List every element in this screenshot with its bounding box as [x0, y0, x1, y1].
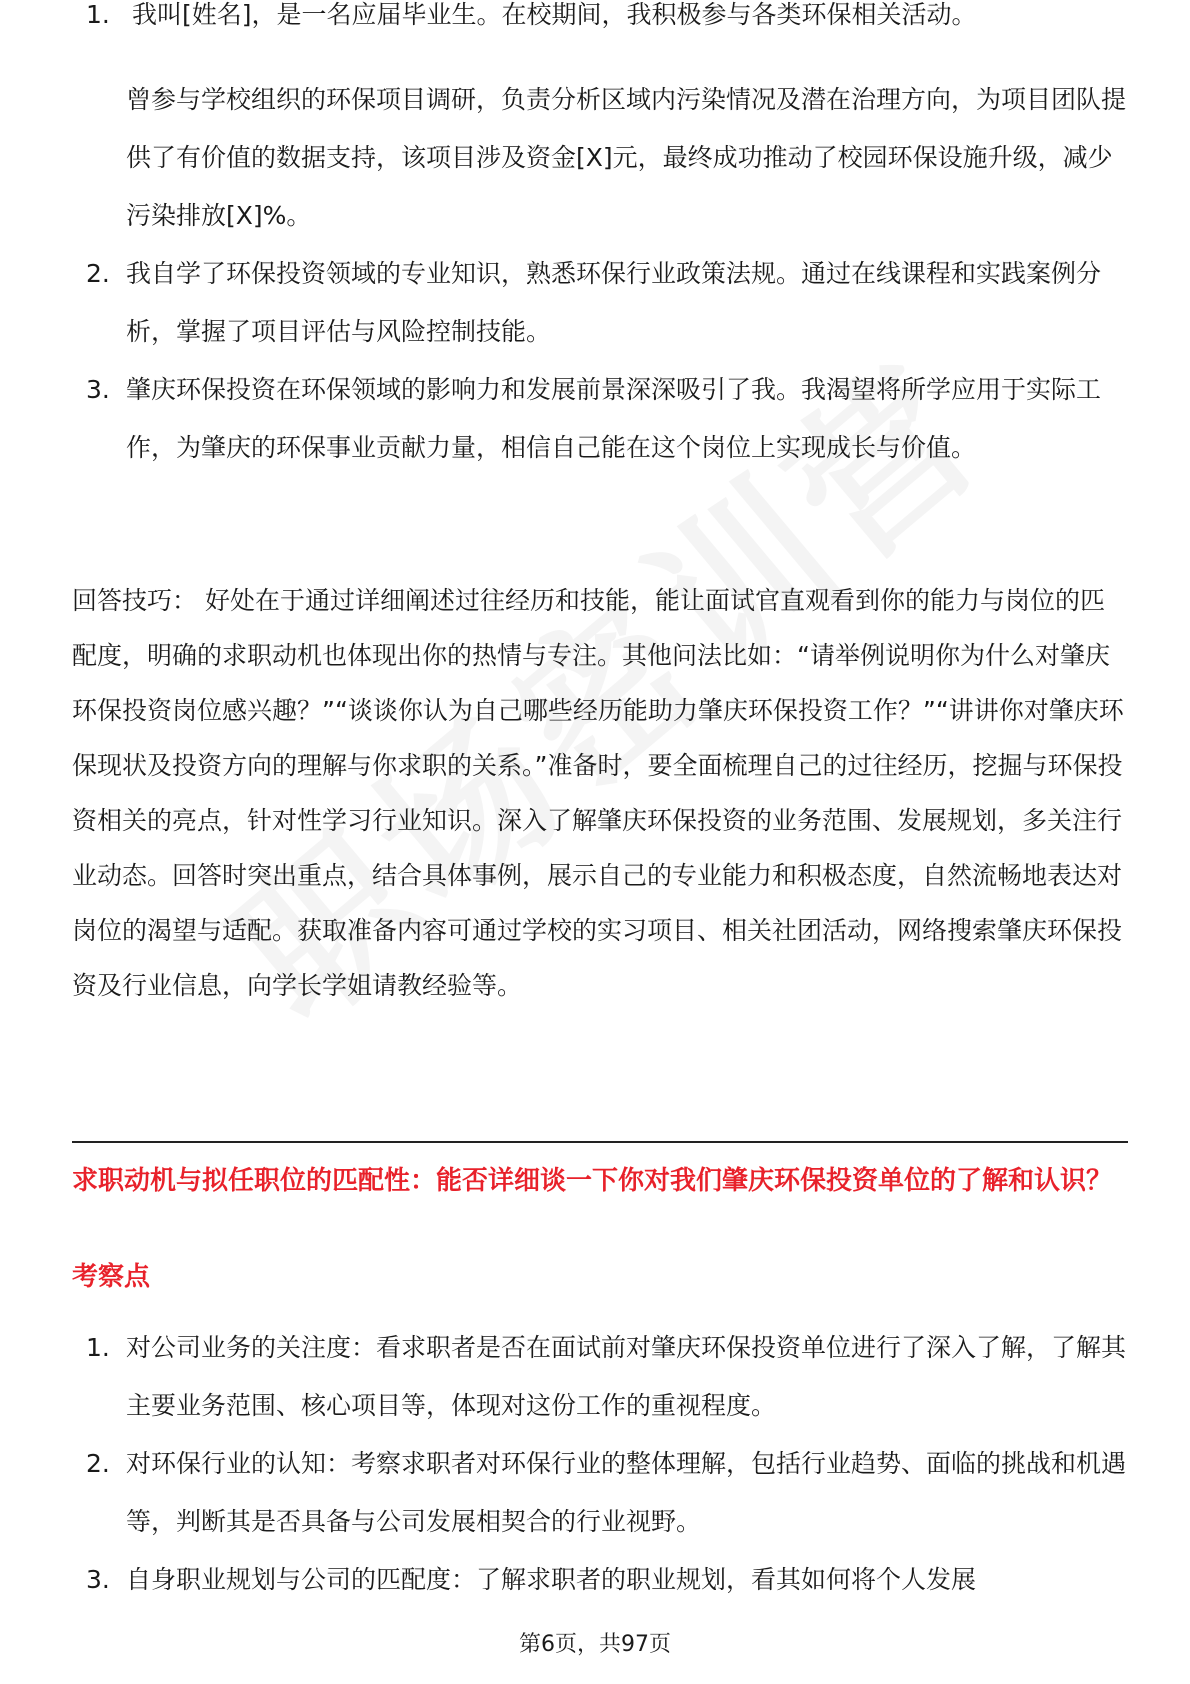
answer-tips-paragraph: 回答技巧： 好处在于通过详细阐述过往经历和技能，能让面试官直观看到你的能力与岗位的匹配度，明确的求职动机也体现出你的热情与专注。其他问法比如：“请举例说明你为什么对肇庆环保投资岗位感兴趣？”“谈谈你认为自己哪些经历能助力肇庆环保投资工作？”“讲讲你对肇庆环保现状及投资方向的理解与你求职的关系。”准备时，要全面梳理自己的过往经历，挖掘与环保投资相关的亮点，针对性学习行业知识。深入了解肇庆环保投资的业务范围、发展规划，多关注行业动态。回答时突出重点，结合具体事例，展示自己的专业能力和积极态度，自然流畅地表达对岗位的渴望与适配。获取准备内容可通过学校的实习项目、相关社团活动，网络搜索肇庆环保投资及行业信息，向学长学姐请教经验等。 [72, 586, 1124, 1000]
experience-list [0, 71, 1190, 477]
list-item-text: 肇庆环保投资在环保领域的影响力和发展前景深深吸引了我。我渴望将所学应用于实际工作，为肇庆的环保事业贡献力量，相信自己能在这个岗位上实现成长与价值。 [126, 375, 1102, 462]
section-divider [72, 1141, 1128, 1143]
list-number: 2. [86, 259, 110, 288]
list-item-text: 曾参与学校组织的环保项目调研，负责分析区域内污染情况及潜在治理方向，为项目团队提供了有价值的数据支持，该项目涉及资金[X]元，最终成功推动了校园环保设施升级，减少污染排放[X]%。 [126, 85, 1127, 230]
list-number: 3. [86, 375, 110, 404]
list-item-text: 对公司业务的关注度：看求职者是否在面试前对肇庆环保投资单位进行了深入了解，了解其主要业务范围、核心项目等，体现对这份工作的重视程度。 [126, 1333, 1127, 1420]
list-item [0, 71, 1190, 245]
list-item [0, 1551, 1190, 1609]
list-item-text: 我自学了环保投资领域的专业知识，熟悉环保行业政策法规。通过在线课程和实践案例分析，掌握了项目评估与风险控制技能。 [126, 259, 1102, 346]
list-item [0, 1319, 1190, 1435]
question-heading: 求职动机与拟任职位的匹配性：能否详细谈一下你对我们肇庆环保投资单位的了解和认识？ [72, 1166, 1113, 1196]
page-number-footer: 第6页，共97页 [519, 1632, 671, 1657]
list-item [0, 1435, 1190, 1551]
list-number: 2. [86, 1449, 110, 1478]
list-item [0, 245, 1190, 361]
assessment-points-list [0, 1319, 1190, 1609]
list-item-text: 自身职业规划与公司的匹配度：了解求职者的职业规划，看其如何将个人发展 [126, 1565, 977, 1594]
list-item [0, 361, 1190, 477]
list-number: 1. [86, 0, 110, 29]
assessment-points-label: 考察点 [72, 1262, 151, 1292]
clipped-list-item [80, 0, 1130, 44]
list-number: 3. [86, 1565, 110, 1594]
list-item-text: 对环保行业的认知：考察求职者对环保行业的整体理解，包括行业趋势、面临的挑战和机遇等，判断其是否具备与公司发展相契合的行业视野。 [126, 1449, 1127, 1536]
list-item-text: 我叫[姓名]，是一名应届毕业生。在校期间，我积极参与各类环保相关活动。 [132, 0, 977, 29]
list-number: 1. [86, 1333, 110, 1362]
